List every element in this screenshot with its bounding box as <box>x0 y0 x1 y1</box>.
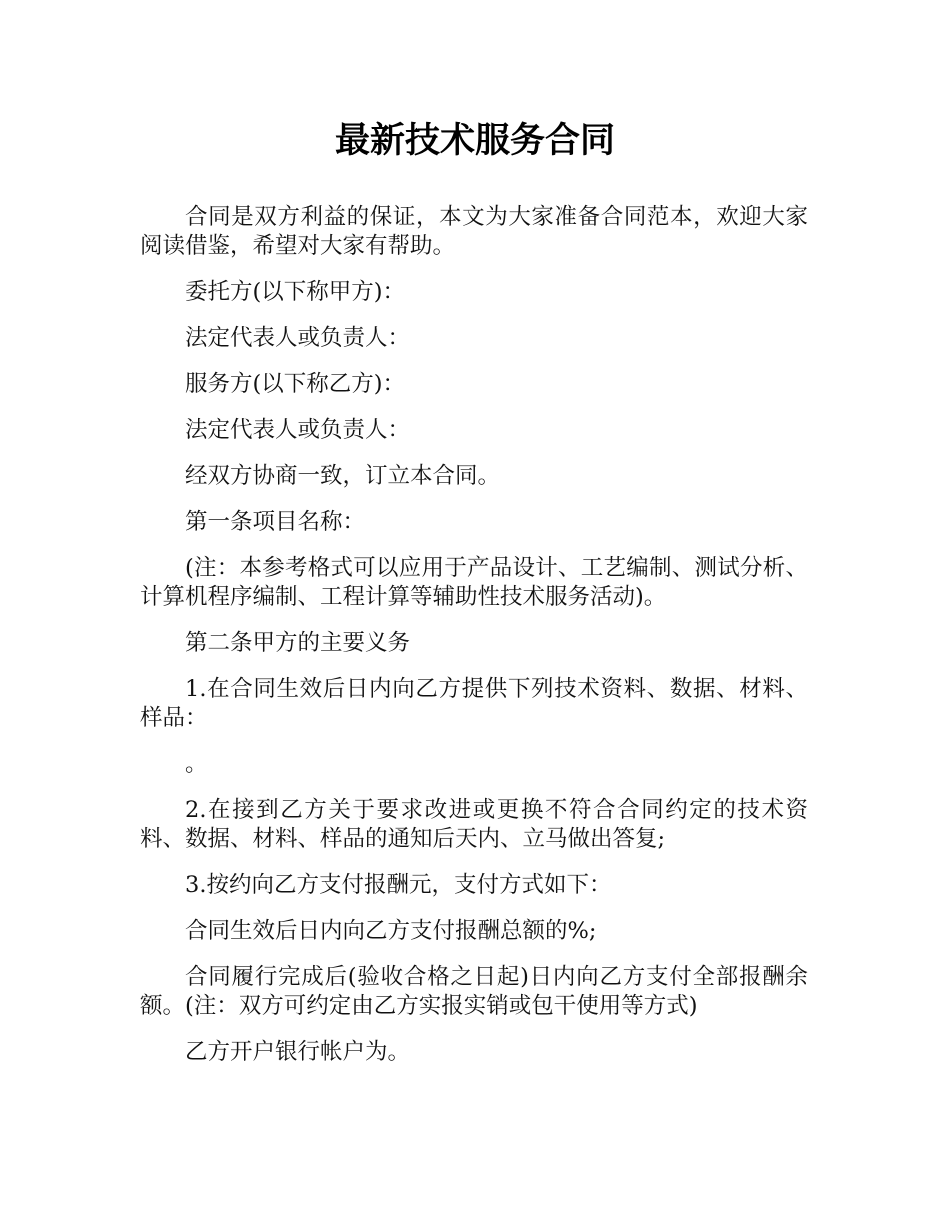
paragraph-article-2: 第二条甲方的主要义务 <box>185 630 411 656</box>
paragraph-obligation-1-blank: 。 <box>185 751 208 777</box>
paragraph-obligation-1: 1.在合同生效后日内向乙方提供下列技术资料、数据、材料、样品： <box>140 676 808 731</box>
paragraph-article-1: 第一条项目名称： <box>185 509 366 535</box>
paragraph-bank-account: 乙方开户银行帐户为。 <box>185 1039 411 1065</box>
paragraph-service-party: 服务方(以下称乙方)： <box>185 371 406 397</box>
paragraph-client-representative: 法定代表人或负责人： <box>185 325 411 351</box>
paragraph-obligation-2: 2.在接到乙方关于要求改进或更换不符合合同约定的技术资料、数据、材料、样品的通知后天内、立马做出答复; <box>140 797 808 852</box>
paragraph-service-representative: 法定代表人或负责人： <box>185 417 411 443</box>
document-title: 最新技术服务合同 <box>334 121 615 161</box>
paragraph-obligation-3: 3.按约向乙方支付报酬元，支付方式如下： <box>185 872 612 898</box>
document-body <box>140 203 808 1084</box>
paragraph-client-party: 委托方(以下称甲方)： <box>185 279 406 305</box>
paragraph-agreement: 经双方协商一致，订立本合同。 <box>185 463 501 489</box>
paragraph-intro: 合同是双方利益的保证，本文为大家准备合同范本，欢迎大家阅读借鉴，希望对大家有帮助。 <box>140 204 808 259</box>
paragraph-payment-first: 合同生效后日内向乙方支付报酬总额的%; <box>185 918 597 944</box>
paragraph-article-1-note: (注：本参考格式可以应用于产品设计、工艺编制、测试分析、计算机程序编制、工程计算等辅助性技术服务活动)。 <box>140 555 808 610</box>
paragraph-payment-balance: 合同履行完成后(验收合格之日起)日内向乙方支付全部报酬余额。(注：双方可约定由乙方实报实销或包干使用等方式) <box>140 964 808 1019</box>
